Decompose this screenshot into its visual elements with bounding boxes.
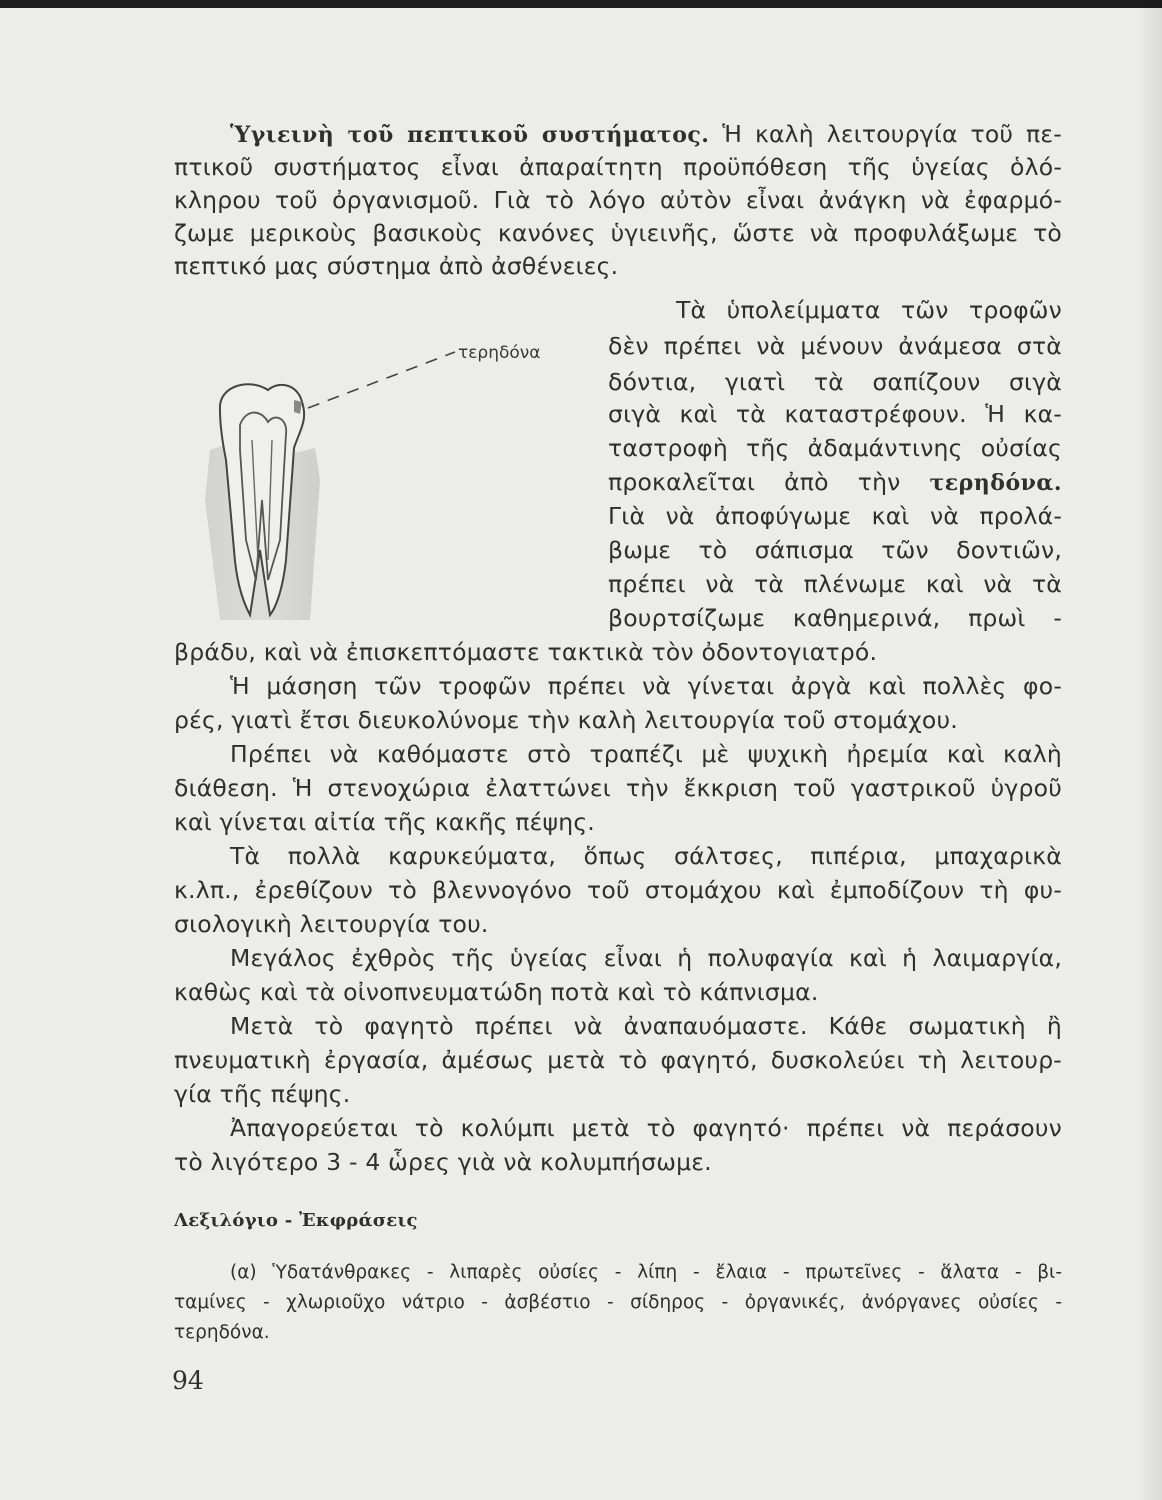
body-line: βωμε τὸ σάπισμα τῶν δοντιῶν,	[608, 536, 1062, 564]
body-line: πτικοῦ συστήματος εἶναι ἀπαραίτητη προϋπόθεση τῆς ὑγείας ὁλό-	[174, 153, 1062, 181]
body-line: σιολογικὴ λειτουργία του.	[174, 910, 489, 938]
body-line: κ.λπ., ἐρεθίζουν τὸ βλεννογόνο τοῦ στομάχου καὶ ἐμποδίζουν τὴ φυ-	[174, 876, 1062, 904]
body-line: Γιὰ νὰ ἀποφύγωμε καὶ νὰ προλά-	[608, 502, 1062, 530]
body-line: διάθεση. Ἡ στενοχώρια ἐλαττώνει τὴν ἔκκριση τοῦ γαστρικοῦ ὑγροῦ	[174, 774, 1062, 802]
body-line: καὶ γίνεται αἰτία τῆς κακῆς πέψης.	[174, 808, 595, 836]
body-line: Μεγάλος ἐχθρὸς τῆς ὑγείας εἶναι ἡ πολυφαγία καὶ ἡ λαιμαργία,	[230, 944, 1062, 972]
tooth-cross-section-icon	[190, 330, 610, 630]
page-number: 94	[172, 1366, 204, 1395]
body-line: βράδυ, καὶ νὰ ἐπισκεπτόμαστε τακτικὰ τὸν ὀδοντογιατρό.	[174, 638, 878, 666]
body-line: πρέπει νὰ τὰ πλένωμε καὶ νὰ τὰ	[608, 570, 1062, 598]
body-line: Τὰ πολλὰ καρυκεύματα, ὅπως σάλτσες, πιπέρια, μπαχαρικὰ	[230, 842, 1062, 870]
body-line: Ἀπαγορεύεται τὸ κολύμπι μετὰ τὸ φαγητό· πρέπει νὰ περάσουν	[230, 1114, 1062, 1142]
body-line: βουρτσίζωμε καθημερινά, πρωὶ -	[608, 604, 1062, 632]
body-line: γία τῆς πέψης.	[174, 1080, 351, 1108]
body-line: πεπτικό μας σύστημα ἀπὸ ἀσθένειες.	[174, 252, 619, 280]
body-line: δὲν πρέπει νὰ μένουν ἀνάμεσα στὰ	[608, 332, 1062, 360]
body-line: καθὼς καὶ τὰ οἰνοπνευματώδη ποτὰ καὶ τὸ κάπνισμα.	[174, 978, 819, 1006]
body-line: δόντια, γιατὶ τὰ σαπίζουν σιγὰ	[608, 368, 1062, 396]
body-line: Τὰ ὑπολείμματα τῶν τροφῶν	[676, 296, 1062, 324]
body-line: Πρέπει νὰ καθόμαστε στὸ τραπέζι μὲ ψυχικὴ ἠρεμία καὶ καλὴ	[230, 740, 1062, 768]
body-line: ζωμε μερικοὺς βασικοὺς κανόνες ὑγιεινῆς, ὥστε νὰ προφυλάξωμε τὸ	[174, 219, 1062, 247]
vocabulary-line: τερηδόνα.	[174, 1322, 270, 1343]
body-line: πνευματικὴ ἐργασία, ἀμέσως μετὰ τὸ φαγητό, δυσκολεύει τὴ λειτουρ-	[174, 1046, 1062, 1074]
body-line: κληρου τοῦ ὀργανισμοῦ. Γιὰ τὸ λόγο αὐτὸν εἶναι ἀνάγκη νὰ ἐφαρμό-	[174, 186, 1062, 214]
body-line: ρές, γιατὶ ἔτσι διευκολύνομε τὴν καλὴ λειτουργία τοῦ στομάχου.	[174, 706, 958, 734]
figure-label: τερηδόνα	[458, 343, 541, 363]
section-heading: Ὑγιεινὴ τοῦ πεπτικοῦ συστήματος.	[230, 122, 710, 148]
bold-term: τερηδόνα.	[929, 470, 1062, 496]
body-line: Μετὰ τὸ φαγητὸ πρέπει νὰ ἀναπαυόμαστε. Κάθε σωματικὴ ἢ	[230, 1012, 1062, 1040]
body-line-with-bold: προκαλεῖται ἀπὸ τὴν τερηδόνα.	[608, 468, 1062, 496]
vocabulary-line: ταμίνες - χλωριοῦχο νάτριο - ἀσβέστιο - σίδηρος - ὀργανικές, ἀνόργανες οὐσίες -	[174, 1292, 1062, 1313]
body-line: Ἡ μάσηση τῶν τροφῶν πρέπει νὰ γίνεται ἀργὰ καὶ πολλὲς φο-	[230, 672, 1062, 700]
body-line: σιγὰ καὶ τὰ καταστρέφουν. Ἡ κα-	[608, 400, 1062, 428]
vocabulary-line: (α) Ὑδατάνθρακες - λιπαρὲς οὐσίες - λίπη - ἔλαια - πρωτεῖνες - ἅλατα - βι-	[230, 1262, 1062, 1283]
body-line-1: Ὑγιεινὴ τοῦ πεπτικοῦ συστήματος. Ἡ καλὴ λειτουργία τοῦ πε-	[230, 120, 1062, 148]
body-line: τὸ λιγότερο 3 - 4 ὧρες γιὰ νὰ κολυμπήσωμε.	[174, 1148, 712, 1176]
vocabulary-heading: Λεξιλόγιο - Ἐκφράσεις	[174, 1210, 418, 1231]
body-line: ταστροφὴ τῆς ἀδαμάντινης οὐσίας	[608, 434, 1062, 462]
